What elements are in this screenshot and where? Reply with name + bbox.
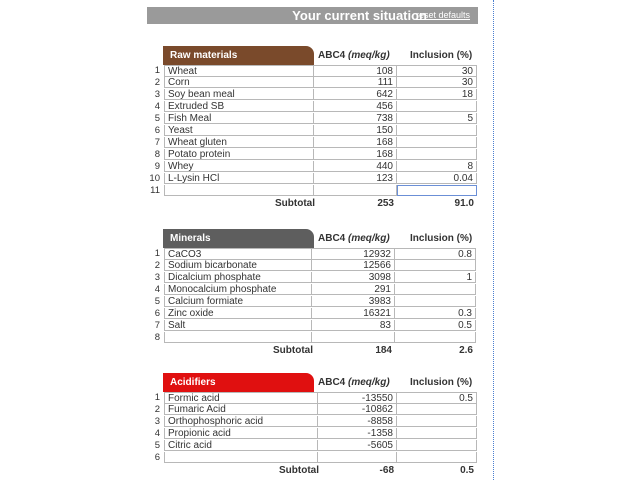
subtotal-abc4: 184	[375, 345, 392, 356]
ingredient-name-cell[interactable]: Propionic acid	[164, 428, 317, 439]
subtotal-label: Subtotal	[279, 465, 319, 476]
ingredient-name-cell[interactable]: Wheat gluten	[164, 137, 313, 148]
inclusion-input-cell[interactable]	[395, 284, 476, 295]
table-row	[148, 77, 480, 89]
ingredient-name-cell[interactable]: Dicalcium phosphate	[164, 272, 311, 283]
inclusion-input-cell[interactable]	[397, 452, 477, 463]
abc4-value-cell[interactable]: -1358	[317, 428, 397, 439]
ingredient-name-cell[interactable]: Zinc oxide	[164, 308, 311, 319]
section-acidifiers	[148, 373, 480, 478]
inclusion-input-cell[interactable]	[397, 416, 477, 427]
table-row	[148, 452, 480, 464]
inclusion-input-cell[interactable]	[397, 404, 477, 415]
page-title: Your current situation	[292, 8, 427, 23]
section-title: Raw materials	[163, 46, 314, 65]
inclusion-input-cell[interactable]: 1	[395, 272, 476, 283]
table-row	[148, 440, 480, 452]
abc4-unit: (meq/kg)	[348, 377, 390, 388]
ingredient-name-cell[interactable]: Sodium bicarbonate	[164, 260, 311, 271]
row-number: 2	[154, 260, 160, 271]
abc4-value-cell[interactable]: 738	[313, 113, 397, 124]
row-number: 5	[154, 113, 160, 124]
section-title: Acidifiers	[163, 373, 314, 392]
reset-defaults-link[interactable]: reset defaults	[415, 10, 470, 20]
abc4-unit: (meq/kg)	[348, 50, 390, 61]
abc4-value-cell[interactable]: 3983	[311, 296, 395, 307]
row-number: 4	[154, 428, 160, 439]
section-minerals	[148, 229, 480, 358]
table-row	[148, 149, 480, 161]
section-header	[148, 373, 480, 392]
table-row	[148, 284, 480, 296]
subtotal-inclusion: 91.0	[454, 198, 474, 209]
abc4-value-cell[interactable]: 123	[313, 173, 397, 184]
abc4-value-cell[interactable]: 12932	[311, 248, 395, 260]
row-number: 9	[154, 161, 160, 172]
inclusion-input-cell[interactable]: 18	[397, 89, 477, 100]
abc4-label: ABC4	[318, 50, 346, 61]
abc4-column-header	[318, 46, 390, 65]
row-number: 1	[154, 65, 160, 76]
abc4-value-cell[interactable]: -8858	[317, 416, 397, 427]
ingredient-name-cell[interactable]: Soy bean meal	[164, 89, 313, 100]
row-number: 2	[154, 77, 160, 88]
abc4-value-cell[interactable]: 642	[313, 89, 397, 100]
ingredient-name-cell[interactable]	[164, 452, 317, 463]
inclusion-input-cell[interactable]	[397, 428, 477, 439]
table-row	[148, 65, 480, 77]
table-row	[148, 185, 480, 197]
row-number: 10	[149, 173, 160, 184]
ingredient-name-cell[interactable]: CaCO3	[164, 248, 311, 260]
ingredient-table	[148, 392, 480, 464]
row-number: 5	[154, 296, 160, 307]
table-row	[148, 296, 480, 308]
row-number: 1	[154, 248, 160, 259]
inclusion-input-cell[interactable]	[397, 185, 477, 196]
row-number: 5	[154, 440, 160, 451]
ingredient-name-cell[interactable]: Monocalcium phosphate	[164, 284, 311, 295]
abc4-value-cell[interactable]: -13550	[317, 392, 397, 404]
table-row	[148, 161, 480, 173]
ingredient-name-cell[interactable]: Whey	[164, 161, 313, 172]
inclusion-input-cell[interactable]	[397, 125, 477, 136]
table-row	[148, 125, 480, 137]
table-row	[148, 113, 480, 125]
inclusion-column-header: Inclusion (%)	[410, 50, 473, 61]
table-row	[148, 272, 480, 284]
inclusion-input-cell[interactable]	[395, 332, 476, 343]
abc4-unit: (meq/kg)	[348, 233, 390, 244]
inclusion-input-cell[interactable]: 8	[397, 161, 477, 172]
abc4-value-cell[interactable]	[311, 332, 395, 343]
table-row	[148, 260, 480, 272]
abc4-value-cell[interactable]: 150	[313, 125, 397, 136]
ingredient-name-cell[interactable]: Yeast	[164, 125, 313, 136]
header-banner	[147, 7, 478, 24]
table-row	[148, 248, 480, 260]
section-header	[148, 229, 480, 248]
ingredient-name-cell[interactable]: Fumaric Acid	[164, 404, 317, 415]
abc4-column-header	[318, 229, 390, 248]
row-number: 4	[154, 101, 160, 112]
ingredient-name-cell[interactable]: Salt	[164, 320, 311, 331]
table-row	[148, 320, 480, 332]
abc4-label: ABC4	[318, 233, 346, 244]
row-number: 7	[154, 137, 160, 148]
section-raw	[148, 46, 480, 211]
page-divider	[493, 0, 494, 480]
table-row	[148, 137, 480, 149]
table-row	[148, 173, 480, 185]
subtotal-label: Subtotal	[275, 198, 315, 209]
abc4-value-cell[interactable]: 83	[311, 320, 395, 331]
ingredient-name-cell[interactable]: Fish Meal	[164, 113, 313, 124]
row-number: 11	[150, 185, 160, 196]
abc4-value-cell[interactable]: 456	[313, 101, 397, 112]
table-row	[148, 308, 480, 320]
row-number: 6	[154, 452, 160, 463]
inclusion-column-header: Inclusion (%)	[410, 233, 473, 244]
row-number: 7	[154, 320, 160, 331]
ingredient-name-cell[interactable]: Orthophosphoric acid	[164, 416, 317, 427]
ingredient-name-cell[interactable]: Potato protein	[164, 149, 313, 160]
abc4-column-header	[318, 373, 390, 392]
row-number: 8	[154, 332, 160, 343]
table-row	[148, 416, 480, 428]
ingredient-name-cell[interactable]: Formic acid	[164, 392, 317, 404]
row-number: 3	[154, 272, 160, 283]
ingredient-name-cell[interactable]: Wheat	[164, 65, 313, 77]
table-row	[148, 89, 480, 101]
inclusion-input-cell[interactable]: 0.5	[395, 320, 476, 331]
subtotal-abc4: -68	[379, 465, 394, 476]
subtotal-inclusion: 2.6	[459, 345, 473, 356]
abc4-value-cell[interactable]: 12566	[311, 260, 395, 271]
table-row	[148, 392, 480, 404]
subtotal-label: Subtotal	[273, 345, 313, 356]
abc4-label: ABC4	[318, 377, 346, 388]
inclusion-input-cell[interactable]	[395, 296, 476, 307]
abc4-value-cell[interactable]: 168	[313, 137, 397, 148]
subtotal-abc4: 253	[377, 198, 394, 209]
row-number: 6	[154, 125, 160, 136]
inclusion-input-cell[interactable]: 30	[397, 77, 477, 88]
inclusion-input-cell[interactable]: 0.3	[395, 308, 476, 319]
ingredient-name-cell[interactable]: Citric acid	[164, 440, 317, 451]
inclusion-input-cell[interactable]	[397, 101, 477, 112]
subtotal-row	[148, 197, 480, 211]
inclusion-input-cell[interactable]	[397, 440, 477, 451]
ingredient-table	[148, 65, 480, 197]
ingredient-name-cell[interactable]: Extruded SB	[164, 101, 313, 112]
abc4-value-cell[interactable]: 440	[313, 161, 397, 172]
abc4-value-cell[interactable]	[317, 452, 397, 463]
table-row	[148, 332, 480, 344]
abc4-value-cell[interactable]: 168	[313, 149, 397, 160]
ingredient-name-cell[interactable]: L-Lysin HCl	[164, 173, 313, 184]
subtotal-row	[148, 464, 480, 478]
row-number: 3	[154, 416, 160, 427]
ingredient-name-cell[interactable]	[164, 185, 313, 196]
table-row	[148, 101, 480, 113]
abc4-value-cell[interactable]: 291	[311, 284, 395, 295]
abc4-value-cell[interactable]: -5605	[317, 440, 397, 451]
row-number: 1	[154, 392, 160, 403]
inclusion-input-cell[interactable]: 0.8	[395, 248, 476, 260]
abc4-value-cell[interactable]: 3098	[311, 272, 395, 283]
section-header	[148, 46, 480, 65]
abc4-value-cell[interactable]: 16321	[311, 308, 395, 319]
inclusion-input-cell[interactable]: 0.04	[397, 173, 477, 184]
section-title: Minerals	[163, 229, 314, 248]
abc4-value-cell[interactable]: 111	[313, 77, 397, 88]
inclusion-column-header: Inclusion (%)	[410, 377, 473, 388]
row-number: 6	[154, 308, 160, 319]
ingredient-name-cell[interactable]: Calcium formiate	[164, 296, 311, 307]
ingredient-name-cell[interactable]	[164, 332, 311, 343]
abc4-value-cell[interactable]	[313, 185, 397, 196]
inclusion-input-cell[interactable]: 5	[397, 113, 477, 124]
inclusion-input-cell[interactable]: 0.5	[397, 392, 477, 404]
row-number: 8	[154, 149, 160, 160]
inclusion-input-cell[interactable]	[397, 149, 477, 160]
table-row	[148, 404, 480, 416]
ingredient-table	[148, 248, 480, 344]
subtotal-row	[148, 344, 480, 358]
abc4-value-cell[interactable]: 108	[313, 65, 397, 77]
abc4-value-cell[interactable]: -10862	[317, 404, 397, 415]
row-number: 3	[154, 89, 160, 100]
row-number: 4	[154, 284, 160, 295]
subtotal-inclusion: 0.5	[460, 465, 474, 476]
table-row	[148, 428, 480, 440]
inclusion-input-cell[interactable]	[395, 260, 476, 271]
row-number: 2	[154, 404, 160, 415]
inclusion-input-cell[interactable]: 30	[397, 65, 477, 77]
ingredient-name-cell[interactable]: Corn	[164, 77, 313, 88]
inclusion-input-cell[interactable]	[397, 137, 477, 148]
